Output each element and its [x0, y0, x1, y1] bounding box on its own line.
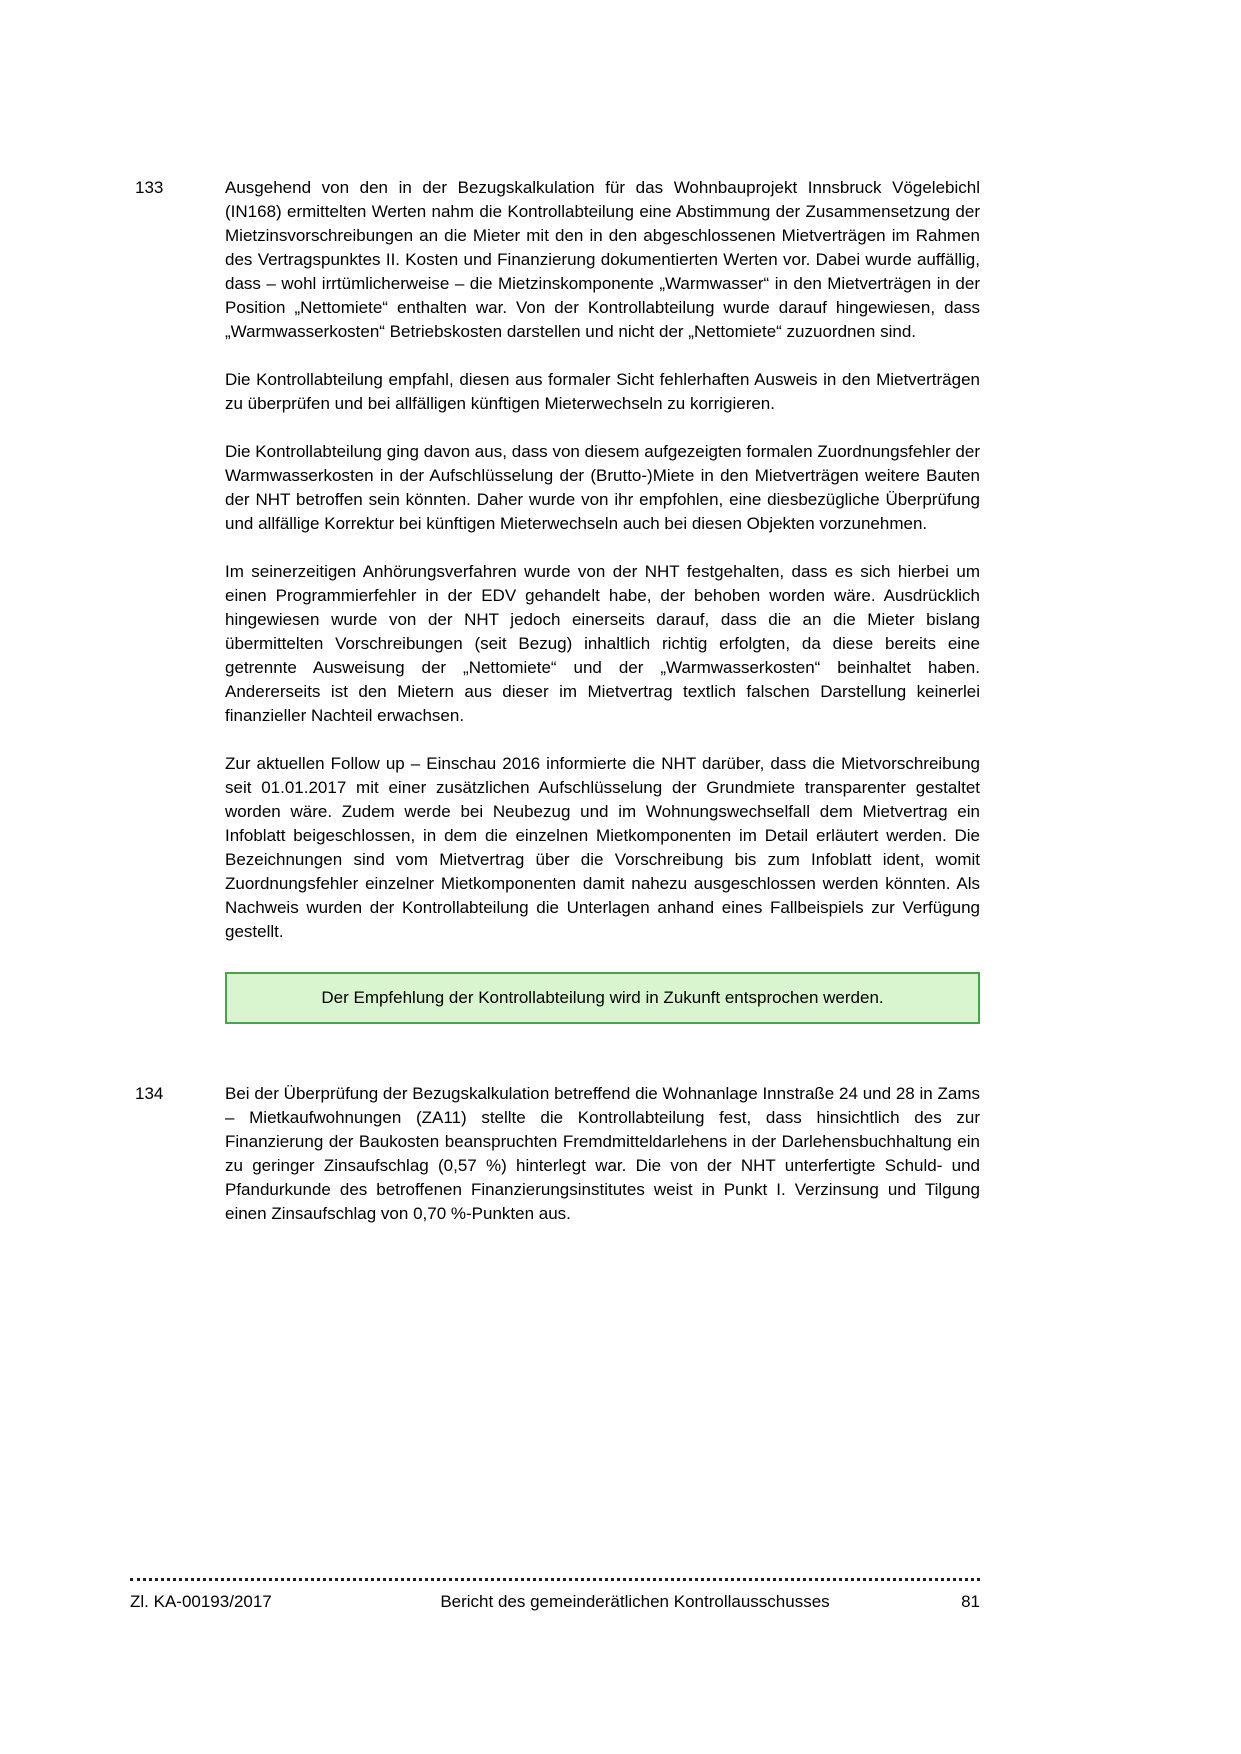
paragraph: Die Kontrollabteilung ging davon aus, dass von diesem aufgezeigten formalen Zuordnungsfehler der Warmwasserkosten in der Aufschlüsselung der (Brutto-)Miete in den Mietverträgen weitere Bauten der NHT betroffen sein könnten. Daher wurde von ihr empfohlen, eine diesbezügliche Überprüfung und allfällige Korrektur bei künftigen Mieterwechseln auch bei diesen Objekten vorzunehmen. — [225, 442, 980, 533]
document-reference: Zl. KA-00193/2017 — [130, 1592, 272, 1611]
page-content — [135, 176, 980, 1250]
page-number: 81 — [961, 1592, 980, 1611]
section-number: 134 — [135, 1084, 164, 1103]
paragraph: Zur aktuellen Follow up – Einschau 2016 informierte die NHT darüber, dass die Mietvorschreibung seit 01.01.2017 mit einer zusätzlichen Aufschlüsselung der Grundmiete transparenter gestaltet worden wäre. Zudem werde bei Neubezug und im Wohnungswechselfall dem Mietvertrag ein Infoblatt beigeschlossen, in dem die einzelnen Mietkomponenten im Detail erläutert werden. Die Bezeichnungen sind vom Mietvertrag über die Vorschreibung bis zum Infoblatt ident, womit Zuordnungsfehler einzelner Mietkomponenten damit nahezu ausgeschlossen werden könnten. Als Nachweis wurden der Kontrollabteilung die Unterlagen anhand eines Fallbeispiels zur Verfügung gestellt. — [225, 754, 980, 941]
section-133 — [135, 176, 980, 1082]
section-body — [225, 1082, 980, 1250]
paragraph: Im seinerzeitigen Anhörungsverfahren wurde von der NHT festgehalten, dass es sich hierbei um einen Programmierfehler in der EDV gehandelt habe, der behoben worden wäre. Ausdrücklich hingewiesen wurde von der NHT jedoch einerseits darauf, dass die an die Mieter bislang übermittelten Vorschreibungen (seit Bezug) inhaltlich richtig erfolgten, da diese bereits eine getrennte Ausweisung der „Nettomiete“ und der „Warmwasserkosten“ beinhaltet haben. Andererseits ist den Mietern aus dieser im Mietvertrag textlich falschen Darstellung keinerlei finanzieller Nachteil erwachsen. — [225, 562, 980, 725]
footer-title: Bericht des gemeinderätlichen Kontrollausschusses — [440, 1592, 830, 1611]
section-134 — [135, 1082, 980, 1250]
section-body — [225, 176, 980, 1082]
page-footer — [130, 1578, 980, 1614]
paragraph: Die Kontrollabteilung empfahl, diesen aus formaler Sicht fehlerhaften Ausweis in den Mietverträgen zu überprüfen und bei allfälligen künftigen Mieterwechseln zu korrigieren. — [225, 370, 980, 413]
recommendation-box — [225, 972, 980, 1024]
footer-row — [130, 1590, 980, 1614]
footer-divider — [130, 1578, 980, 1581]
section-number: 133 — [135, 178, 164, 197]
recommendation-text: Der Empfehlung der Kontrollabteilung wird in Zukunft entsprochen werden. — [321, 988, 884, 1007]
paragraph: Bei der Überprüfung der Bezugskalkulation betreffend die Wohnanlage Innstraße 24 und 28 in Zams – Mietkaufwohnungen (ZA11) stellte die Kontrollabteilung fest, dass hinsichtlich des zur Finanzierung der Baukosten beanspruchten Fremdmitteldarlehens in der Darlehensbuchhaltung ein zu geringer Zinsaufschlag (0,57 %) hinterlegt war. Die von der NHT unterfertigte Schuld- und Pfandurkunde des betroffenen Finanzierungsinstitutes weist in Punkt I. Verzinsung und Tilgung einen Zinsaufschlag von 0,70 %-Punkten aus. — [225, 1084, 980, 1223]
paragraph: Ausgehend von den in der Bezugskalkulation für das Wohnbauprojekt Innsbruck Vögelebichl (IN168) ermittelten Werten nahm die Kontrollabteilung eine Abstimmung der Zusammensetzung der Mietzinsvorschreibungen an die Mieter mit den in den abgeschlossenen Mietverträgen im Rahmen des Vertragspunktes II. Kosten und Finanzierung dokumentierten Werten vor. Dabei wurde auffällig, dass – wohl irrtümlicherweise – die Mietzinskomponente „Warmwasser“ in den Mietverträgen in der Position „Nettomiete“ enthalten war. Von der Kontrollabteilung wurde darauf hingewiesen, dass „Warmwasserkosten“ Betriebskosten darstellen und nicht der „Nettomiete“ zuzuordnen sind. — [225, 178, 980, 341]
